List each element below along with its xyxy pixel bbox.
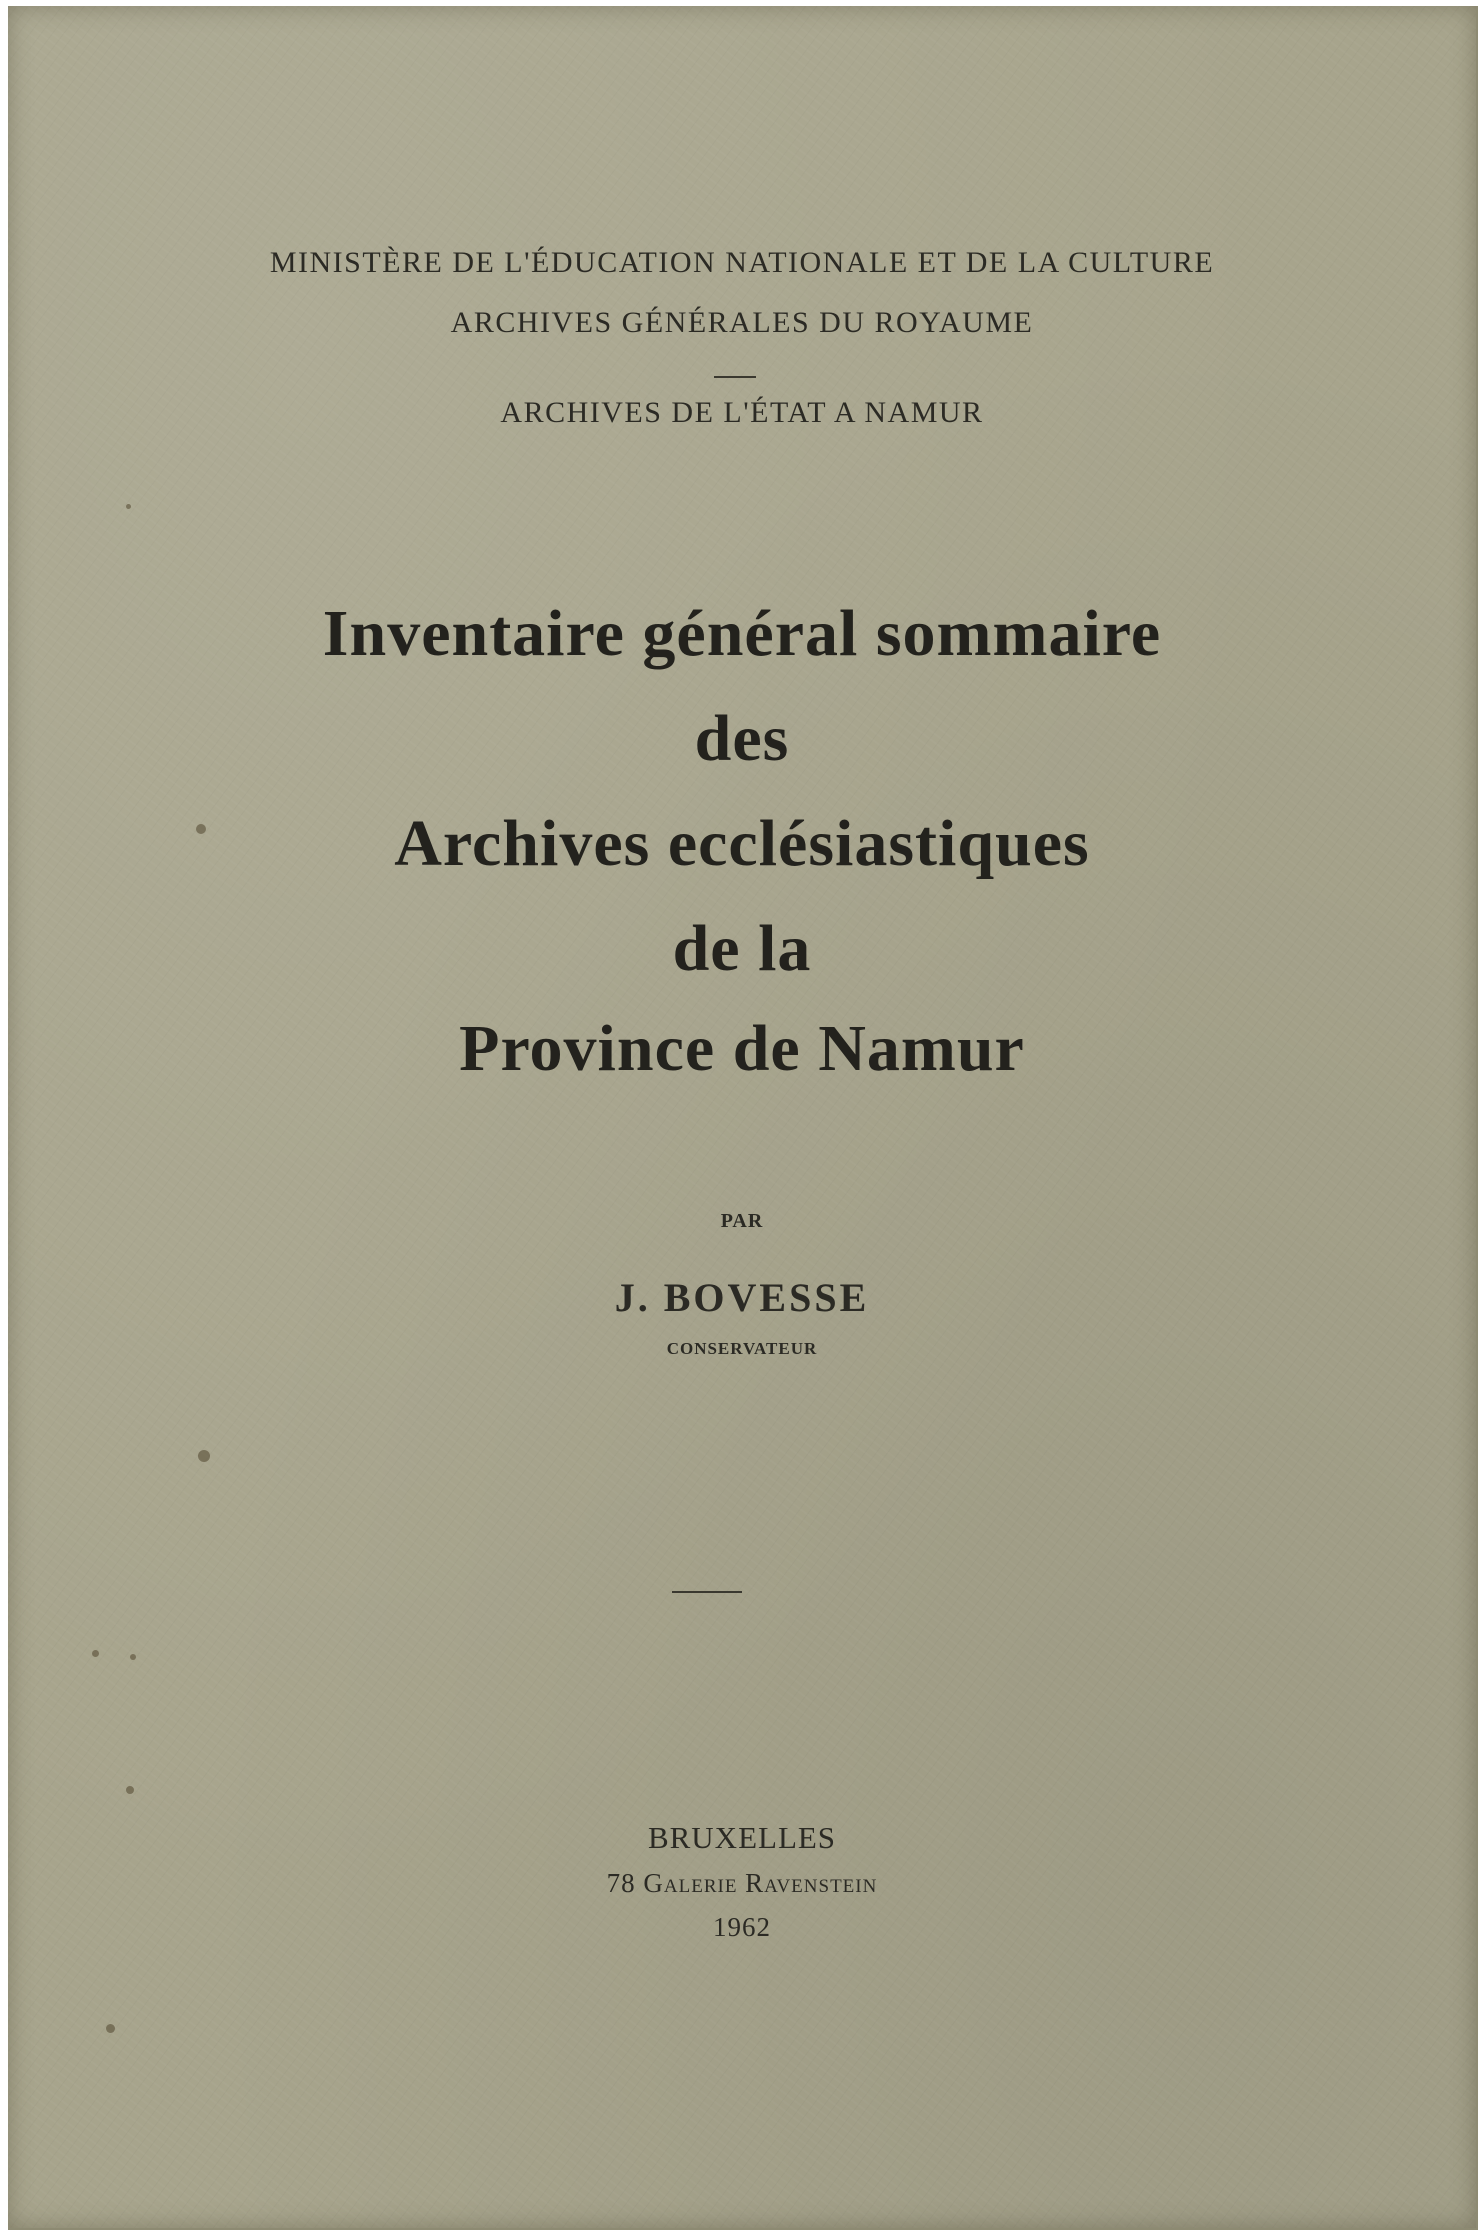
imprint-address: 78 Galerie Ravenstein (606, 1868, 878, 1898)
book-cover (8, 6, 1478, 2230)
paper-stain (126, 1786, 134, 1794)
author-by-label: PAR (720, 1210, 764, 1232)
author-name: J. BOVESSE (614, 1275, 870, 1320)
paper-stain (126, 504, 131, 509)
title-line-3: Archives ecclésiastiques (394, 807, 1090, 880)
header-divider (714, 376, 756, 378)
paper-stain (198, 1450, 210, 1462)
imprint-city: BRUXELLES (647, 1820, 837, 1855)
title-line-2: des (694, 702, 790, 775)
paper-stain (106, 2024, 115, 2033)
imprint-divider (672, 1591, 742, 1593)
ministry-heading: MINISTÈRE DE L'ÉDUCATION NATIONALE ET DE LA CULTURE (269, 246, 1215, 279)
paper-stain (196, 824, 206, 834)
title-line-5: Province de Namur (459, 1012, 1025, 1085)
author-role: CONSERVATEUR (666, 1339, 818, 1358)
paper-stain (130, 1654, 136, 1660)
archives-state-heading: ARCHIVES DE L'ÉTAT A NAMUR (500, 396, 984, 429)
title-line-1: Inventaire général sommaire (322, 597, 1162, 670)
imprint-year: 1962 (713, 1912, 771, 1942)
paper-stain (92, 1650, 99, 1657)
archives-general-heading: ARCHIVES GÉNÉRALES DU ROYAUME (450, 306, 1034, 339)
title-line-4: de la (672, 912, 812, 985)
